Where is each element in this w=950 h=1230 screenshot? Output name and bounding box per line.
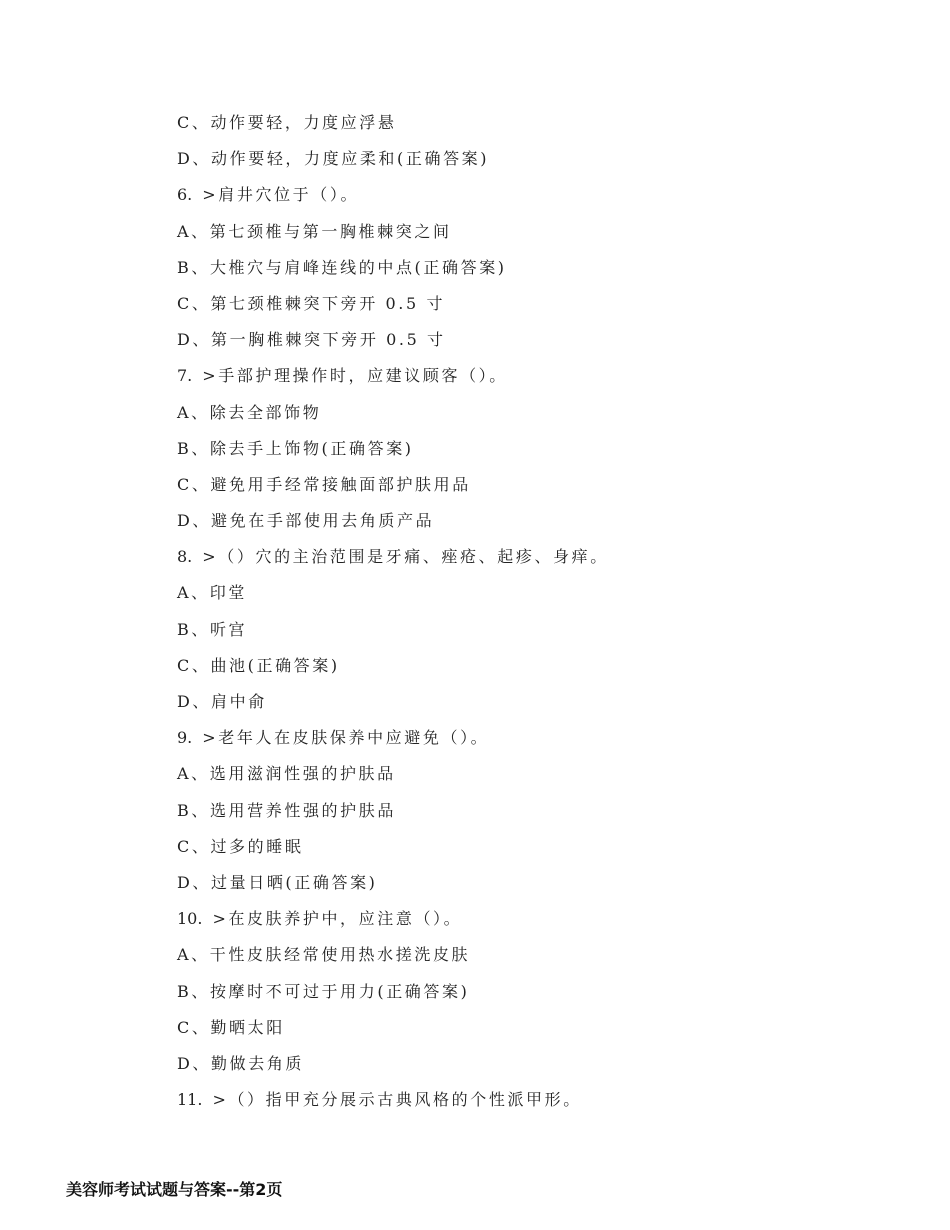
question-text: >老年人在皮肤保养中应避免（）。	[202, 728, 490, 748]
option-line: B、大椎穴与肩峰连线的中点(正确答案)	[177, 257, 507, 277]
question-text: >（）穴的主治范围是牙痛、痤疮、起疹、身痒。	[202, 547, 609, 567]
question-number: 11.	[177, 1090, 203, 1110]
question-number: 9.	[177, 728, 193, 748]
question-text: >手部护理操作时，应建议顾客（）。	[202, 366, 508, 386]
option-line: C、过多的睡眠	[177, 836, 304, 856]
option-line: B、听宫	[177, 619, 248, 639]
option-line: C、勤晒太阳	[177, 1017, 285, 1037]
question-line	[177, 542, 877, 578]
option-line: A、除去全部饰物	[177, 402, 322, 422]
page-footer: 美容师考试试题与答案--第2页	[66, 1180, 283, 1199]
option-line: D、第一胸椎棘突下旁开 0.5 寸	[177, 330, 446, 350]
question-line	[177, 180, 877, 216]
option-line: D、过量日晒(正确答案)	[177, 872, 378, 892]
question-text: >在皮肤养护中，应注意（）。	[212, 909, 463, 929]
option-line: C、第七颈椎棘突下旁开 0.5 寸	[177, 293, 446, 313]
question-line	[177, 361, 877, 397]
option-line: C、曲池(正确答案)	[177, 655, 340, 675]
option-line: A、第七颈椎与第一胸椎棘突之间	[177, 221, 452, 241]
option-line: A、选用滋润性强的护肤品	[177, 764, 396, 784]
option-line: A、印堂	[177, 583, 247, 603]
option-line: D、肩中俞	[177, 692, 267, 711]
question-line	[177, 1085, 877, 1121]
option-line: B、按摩时不可过于用力(正确答案)	[177, 981, 470, 1001]
option-line: B、选用营养性强的护肤品	[177, 800, 396, 820]
option-line: D、避免在手部使用去角质产品	[177, 511, 435, 531]
option-line: C、避免用手经常接触面部护肤用品	[177, 474, 471, 494]
question-number: 6.	[177, 185, 193, 205]
option-line: B、除去手上饰物(正确答案)	[177, 438, 414, 458]
question-text: >肩井穴位于（）。	[202, 185, 360, 205]
option-line: D、动作要轻，力度应柔和(正确答案)	[177, 149, 490, 169]
option-line: D、勤做去角质	[177, 1053, 305, 1073]
option-line: C、动作要轻，力度应浮悬	[177, 113, 397, 132]
question-number: 10.	[177, 909, 203, 929]
question-text: >（）指甲充分展示古典风格的个性派甲形。	[212, 1090, 582, 1110]
question-line	[177, 723, 877, 759]
question-number: 7.	[177, 366, 193, 386]
option-line: A、干性皮肤经常使用热水搓洗皮肤	[177, 945, 471, 965]
exam-content	[177, 108, 877, 1121]
question-number: 8.	[177, 547, 193, 567]
question-line	[177, 904, 877, 940]
